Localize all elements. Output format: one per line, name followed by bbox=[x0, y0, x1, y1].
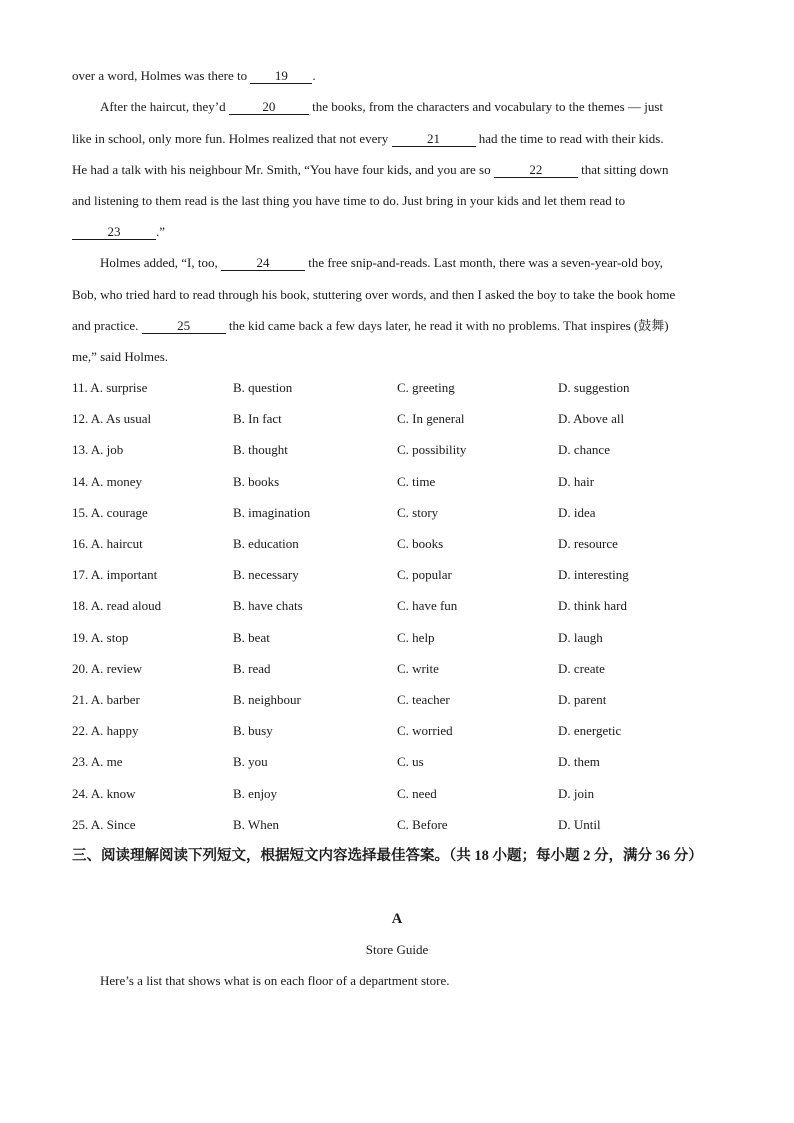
blank-25: 25 bbox=[142, 318, 226, 334]
passage-line-6: 23 .” bbox=[72, 222, 732, 242]
option-a: 23. A. me bbox=[72, 754, 123, 770]
option-b: B. have chats bbox=[233, 598, 303, 614]
passage-line-10: me,” said Holmes. bbox=[72, 349, 169, 364]
option-b: B. education bbox=[233, 536, 299, 551]
passage-line-8: Bob, who tried hard to read through his book, stuttering over words, and then I asked the boy to take the book home bbox=[72, 287, 676, 302]
option-a: 19. A. stop bbox=[72, 629, 129, 645]
section-heading: 三、阅读理解阅读下列短文，根据短文内容选择最佳答案。（共 18 小题；每小题 2 分，满分 36 分） bbox=[72, 848, 703, 864]
option-d: D. resource bbox=[558, 536, 618, 551]
option-d: D. energetic bbox=[558, 723, 622, 739]
option-b: B. you bbox=[233, 754, 268, 770]
option-a: 13. A. job bbox=[72, 442, 124, 458]
option-b: B. enjoy bbox=[233, 785, 278, 801]
option-row bbox=[72, 596, 732, 616]
blank-20: 20 bbox=[229, 99, 309, 115]
option-a: 12. A. As usual bbox=[72, 411, 152, 427]
option-row bbox=[72, 659, 732, 679]
option-a: 20. A. review bbox=[72, 660, 143, 676]
option-a: 22. A. happy bbox=[72, 723, 139, 739]
option-d: D. parent bbox=[558, 692, 607, 707]
option-c: C. story bbox=[397, 504, 439, 520]
option-c: C. help bbox=[397, 629, 435, 645]
option-row bbox=[72, 628, 732, 648]
option-a: 16. A. haircut bbox=[72, 536, 143, 551]
option-c: C. us bbox=[397, 754, 424, 770]
option-row bbox=[72, 752, 732, 772]
option-b: B. beat bbox=[233, 629, 270, 645]
blank-21: 21 bbox=[392, 131, 476, 147]
option-c: C. books bbox=[397, 536, 444, 551]
option-a: 21. A. barber bbox=[72, 692, 140, 707]
option-b: B. thought bbox=[233, 442, 288, 458]
option-c: C. write bbox=[397, 660, 439, 676]
passage-line-3: like in school, only more fun. Holmes realized that not every 21 had the time to read with their kids. bbox=[72, 131, 664, 146]
option-row bbox=[72, 503, 732, 523]
option-a: 15. A. courage bbox=[72, 504, 148, 520]
passage-title: Store Guide bbox=[365, 942, 429, 957]
option-c: C. worried bbox=[397, 723, 453, 739]
option-row bbox=[72, 721, 732, 741]
option-d: D. join bbox=[558, 785, 595, 801]
blank-23: 23 bbox=[72, 224, 156, 240]
option-b: B. books bbox=[233, 473, 280, 489]
passage-line-2: After the haircut, they’d 20 the books, from the characters and vocabulary to the themes — just bbox=[100, 99, 664, 114]
passage-intro: Here’s a list that shows what is on each floor of a department store. bbox=[100, 973, 450, 988]
option-d: D. create bbox=[558, 660, 605, 676]
option-c: C. teacher bbox=[397, 692, 450, 707]
option-b: B. neighbour bbox=[233, 692, 301, 707]
option-a: 24. A. know bbox=[72, 785, 136, 801]
passage-line-5: and listening to them read is the last thing you have time to do. Just bring in your kids and let them read to bbox=[72, 193, 626, 208]
option-d: D. idea bbox=[558, 504, 596, 520]
option-d: D. Until bbox=[558, 816, 601, 832]
option-d: D. Above all bbox=[558, 411, 625, 427]
option-c: C. possibility bbox=[397, 442, 467, 458]
option-b: B. When bbox=[233, 816, 279, 832]
option-d: D. interesting bbox=[558, 567, 629, 583]
option-c: C. greeting bbox=[397, 380, 455, 395]
option-row bbox=[72, 534, 732, 554]
option-c: C. In general bbox=[397, 411, 465, 427]
option-a: 11. A. surprise bbox=[72, 380, 148, 395]
option-b: B. imagination bbox=[233, 504, 311, 520]
option-d: D. think hard bbox=[558, 598, 627, 614]
blank-19: 19 bbox=[250, 68, 312, 84]
option-a: 25. A. Since bbox=[72, 816, 136, 832]
option-d: D. chance bbox=[558, 442, 610, 458]
option-row bbox=[72, 440, 732, 460]
option-row bbox=[72, 815, 732, 835]
option-a: 18. A. read aloud bbox=[72, 598, 162, 614]
option-d: D. laugh bbox=[558, 629, 603, 645]
blank-24: 24 bbox=[221, 255, 305, 271]
option-b: B. busy bbox=[233, 723, 273, 739]
blank-22: 22 bbox=[494, 162, 578, 178]
option-d: D. suggestion bbox=[558, 380, 630, 395]
option-b: B. necessary bbox=[233, 567, 299, 583]
option-row bbox=[72, 565, 732, 585]
option-b: B. In fact bbox=[233, 411, 282, 427]
option-c: C. have fun bbox=[397, 598, 458, 614]
option-a: 14. A. money bbox=[72, 473, 143, 489]
option-row bbox=[72, 472, 732, 492]
part-label: A bbox=[391, 911, 403, 927]
option-c: C. time bbox=[397, 473, 436, 489]
option-b: B. question bbox=[233, 380, 293, 395]
passage-line-7: Holmes added, “I, too, 24 the free snip-and-reads. Last month, there was a seven-year-old boy, bbox=[100, 255, 664, 270]
passage-line-1: over a word, Holmes was there to 19 . bbox=[72, 68, 316, 83]
option-row bbox=[72, 784, 732, 804]
option-d: D. them bbox=[558, 754, 600, 770]
passage-line-4: He had a talk with his neighbour Mr. Smith, “You have four kids, and you are so 22 that sitting down bbox=[72, 162, 669, 177]
option-row bbox=[72, 690, 732, 710]
option-a: 17. A. important bbox=[72, 567, 158, 583]
option-c: C. Before bbox=[397, 816, 448, 832]
option-c: C. popular bbox=[397, 567, 452, 583]
option-row bbox=[72, 378, 732, 398]
option-row bbox=[72, 409, 732, 429]
option-d: D. hair bbox=[558, 473, 595, 489]
passage-line-9: and practice. 25 the kid came back a few days later, he read it with no problems. That inspires (鼓舞) bbox=[72, 318, 669, 333]
option-b: B. read bbox=[233, 660, 271, 676]
option-c: C. need bbox=[397, 785, 437, 801]
